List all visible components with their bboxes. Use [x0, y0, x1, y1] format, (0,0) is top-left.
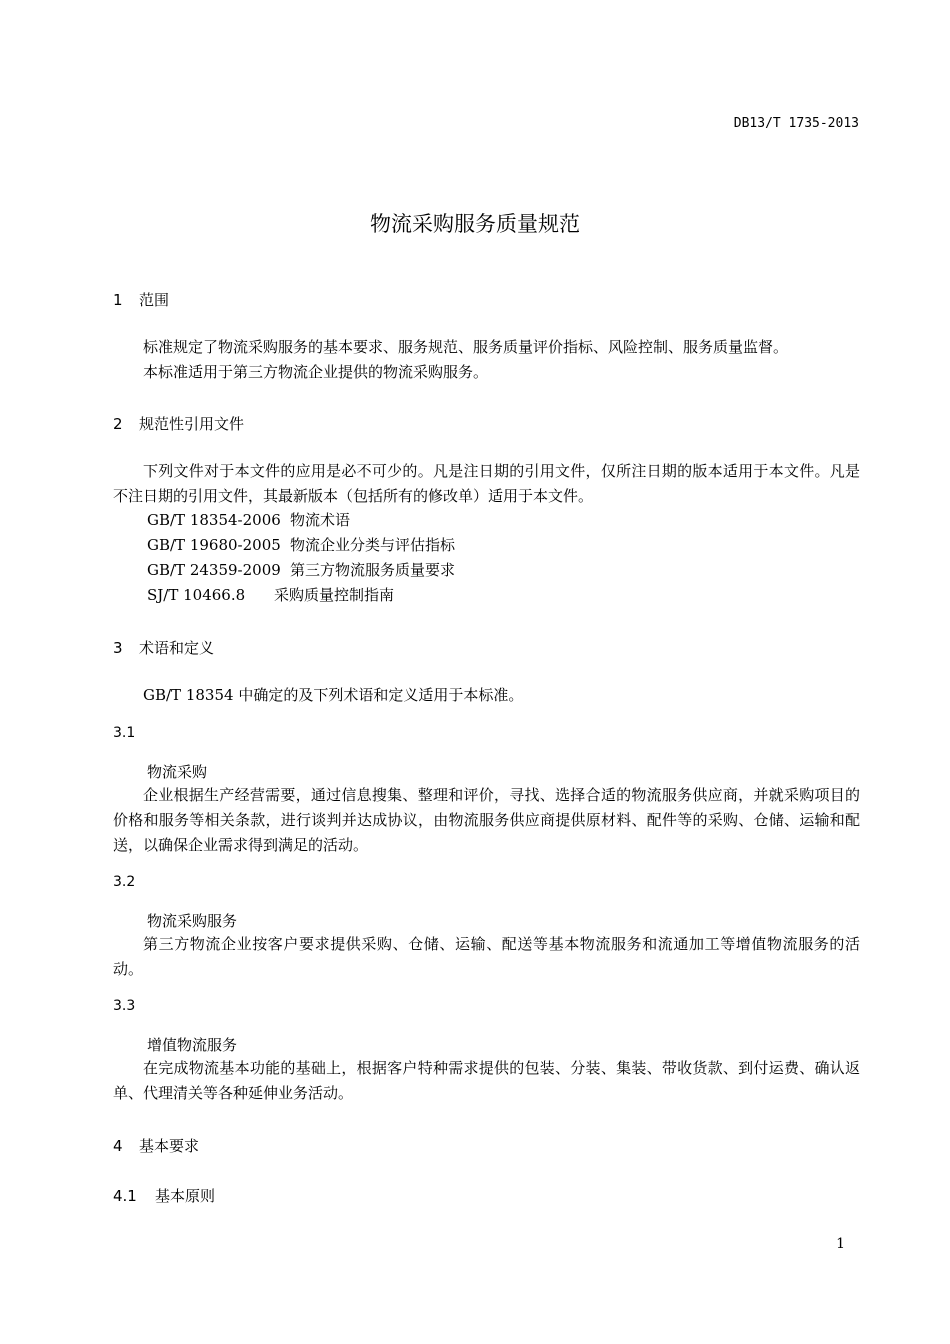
term-number: 3.1 [113, 725, 136, 741]
term-definition: 第三方物流企业按客户要求提供采购、仓储、运输、配送等基本物流服务和流通加工等增值物流服务的活动。 [113, 935, 860, 978]
section-2-heading [113, 413, 244, 434]
reference-item [147, 559, 455, 580]
section-title: 规范性引用文件 [139, 415, 245, 433]
document-code: DB13/T 1735-2013 [733, 116, 859, 131]
term-definition: 在完成物流基本功能的基础上，根据客户特种需求提供的包装、分装、集装、带收货款、到付运费、确认返单、代理清关等各种延伸业务活动。 [113, 1059, 860, 1102]
section-number: 1 [113, 291, 123, 309]
section-title: 基本要求 [139, 1137, 200, 1155]
term-definition: 企业根据生产经营需要，通过信息搜集、整理和评价，寻找、选择合适的物流服务供应商，并就采购项目的价格和服务等相关条款，进行谈判并达成协议，由物流服务供应商提供原材料、配件等的采购、仓储、运输和配送，以确保企业需求得到满足的活动。 [113, 786, 860, 854]
reference-code: GB/T 19680-2005 [147, 536, 281, 554]
reference-name: 物流企业分类与评估指标 [290, 536, 456, 554]
section-title: 术语和定义 [139, 639, 215, 657]
reference-code: GB/T 18354-2006 [147, 511, 281, 529]
term-name: 物流采购 [147, 763, 208, 781]
section-1-heading [113, 289, 169, 310]
reference-code: GB/T 24359-2009 [147, 561, 281, 579]
section-number: 4 [113, 1137, 123, 1155]
section-number: 2 [113, 415, 123, 433]
subsection-4-1-heading [113, 1185, 215, 1206]
page-number: 1 [836, 1236, 845, 1252]
section-3-heading [113, 637, 214, 658]
subsection-title: 基本原则 [155, 1187, 216, 1205]
subsection-number: 4.1 [113, 1187, 137, 1205]
section-2-paragraph: 下列文件对于本文件的应用是必不可少的。凡是注日期的引用文件，仅所注日期的版本适用于本文件。凡是不注日期的引用文件，其最新版本（包括所有的修改单）适用于本文件。 [113, 462, 860, 505]
term-number: 3.2 [113, 874, 136, 890]
reference-code: SJ/T 10466.8 [147, 586, 246, 604]
section-4-heading [113, 1135, 199, 1156]
reference-name: 采购质量控制指南 [274, 586, 395, 604]
reference-item [147, 534, 455, 555]
section-1-paragraph-1: 标准规定了物流采购服务的基本要求、服务规范、服务质量评价指标、风险控制、服务质量监督。 [143, 338, 789, 356]
reference-name: 物流术语 [290, 511, 351, 529]
reference-name: 第三方物流服务质量要求 [290, 561, 456, 579]
term-name: 物流采购服务 [147, 912, 238, 930]
term-name: 增值物流服务 [147, 1036, 238, 1054]
term-number: 3.3 [113, 998, 136, 1014]
document-title: 物流采购服务质量规范 [370, 212, 580, 236]
section-number: 3 [113, 639, 123, 657]
section-1-paragraph-2: 本标准适用于第三方物流企业提供的物流采购服务。 [143, 363, 489, 381]
reference-item [147, 509, 350, 530]
reference-item [147, 584, 394, 605]
section-title: 范围 [139, 291, 170, 309]
section-3-paragraph: GB/T 18354 中确定的及下列术语和定义适用于本标准。 [143, 686, 524, 704]
